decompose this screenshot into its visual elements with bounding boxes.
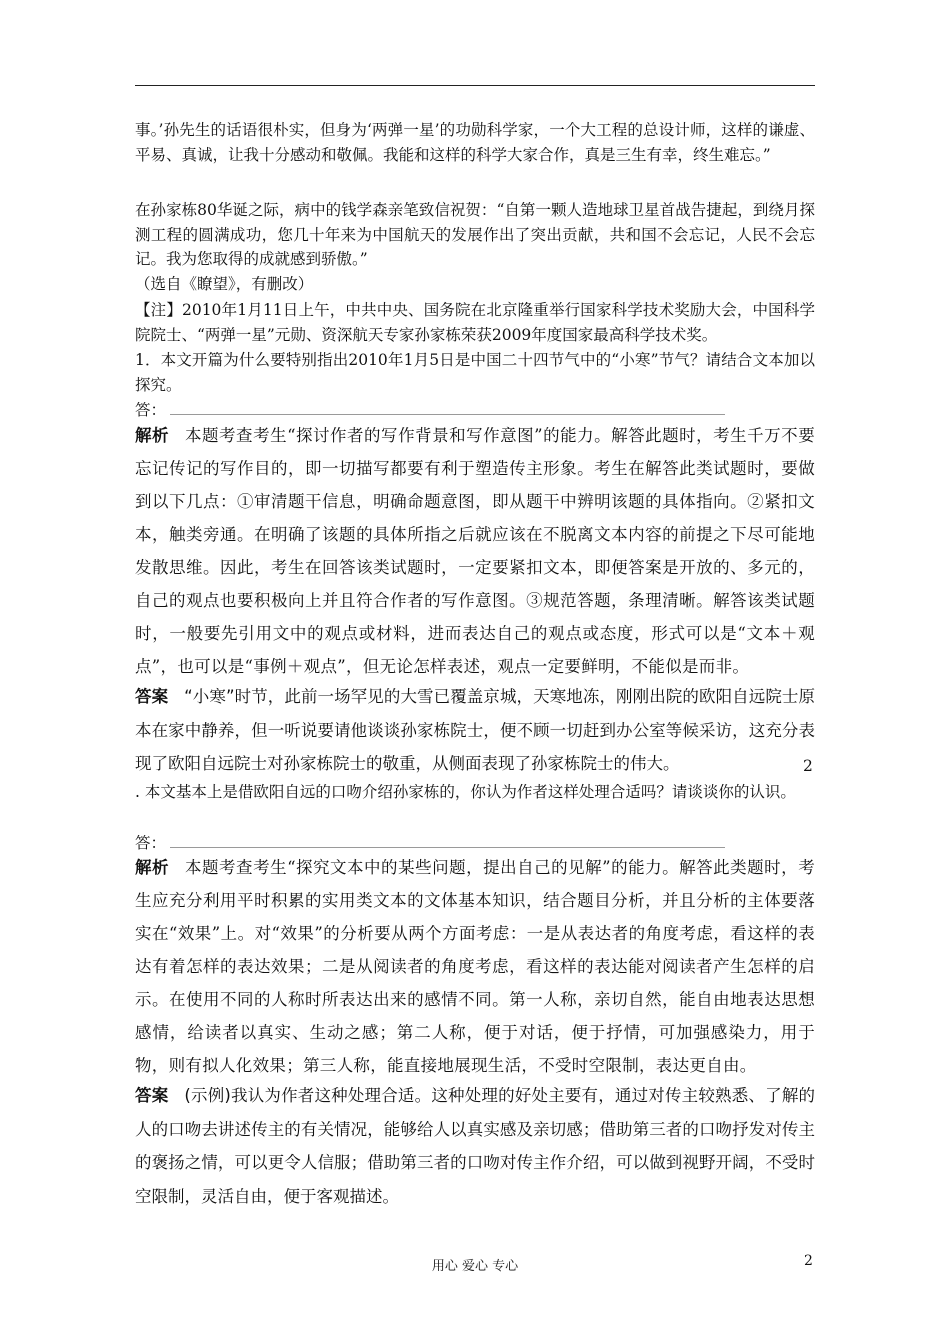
q1-analysis-text: 本题考查考生“探讨作者的写作背景和写作意图”的能力。解答此题时，考生千万不要忘记传记的写作目的，即一切描写都要有利于塑造传主形象。考生在解答此类试题时，要做到以下几点：①审清题干信息，明确命题意图，即从题干中辨明该题的具体指向。②紧扣文本，触类旁通。在明确了该题的具体所指之后就应该在不脱离文本内容的前提之下尽可能地发散思维。因此，考生在回答该类试题时，一定要紧扣文本，即便答案是开放的、多元的，自己的观点也要积极向上并且符合作者的写作意图。③规范答题，条理清晰。解答该类试题时，一般要先引用文中的观点或材料，进而表达自己的观点或态度，形式可以是“文本＋观点”，也可以是“事例＋观点”，但无论怎样表述，观点一定要鲜明，不能似是而非。 — [135, 426, 815, 676]
answer-underline — [170, 847, 725, 848]
paragraph-quote-end: 事。’孙先生的话语很朴实，但身为‘两弹一星’的功勋科学家，一个大工程的总设计师，这样的谦虚、平易、真诚，让我十分感动和敬佩。我能和这样的科学大家合作，真是三生有幸，终生难忘。” — [135, 121, 815, 164]
question-2: . 本文基本上是借欧阳自远的口吻介绍孙家栋的，你认为作者这样处理合适吗？请谈谈你的认识。 — [135, 783, 796, 801]
answer-line-2 — [135, 833, 725, 853]
footnote: 【注】2010年1月11日上午，中共中央、国务院在北京隆重举行国家科学技术奖励大会，中国科学院院士、“两弹一星”元勋、资深航天专家孙家栋荣获2009年度国家最高科学技术奖。 — [135, 301, 815, 344]
answer-line-1 — [135, 400, 725, 420]
answer-label: 答： — [135, 834, 167, 852]
inline-number: 2 — [803, 757, 813, 775]
answer-underline — [170, 414, 725, 415]
q1-analysis — [135, 419, 815, 683]
page-footer: 用心 爱心 专心 — [431, 1259, 519, 1274]
answer-tag: 答案 — [135, 687, 169, 706]
q2-analysis — [135, 851, 815, 1082]
answer-label: 答： — [135, 401, 167, 419]
q2-analysis-text: 本题考查考生“探究文本中的某些问题，提出自己的见解”的能力。解答此类题时，考生应充分利用平时积累的实用类文本的文体基本知识，结合题目分析，并且分析的主体要落实在“效果”上。对“效果”的分析要从两个方面考虑：一是从表达者的角度考虑，看这样的表达有着怎样的表达效果；二是从阅读者的角度考虑，看这样的表达能对阅读者产生怎样的启示。在使用不同的人称时所表达出来的感情不同。第一人称，亲切自然，能自由地表达思想感情，给读者以真实、生动之感；第二人称，便于对话，便于抒情，可加强感染力，用于物，则有拟人化效果；第三人称，能直接地展现生活，不受时空限制，表达更自由。 — [135, 858, 815, 1075]
paragraph-qian-xuesen: 在孙家栋80华诞之际，病中的钱学森亲笔致信祝贺：“自第一颗人造地球卫星首战告捷起，到绕月探测工程的圆满成功，您几十年来为中国航天的发展作出了突出贡献，共和国不会忘记，人民不会忘记。我为您取得的成就感到骄傲。” — [135, 201, 815, 268]
source-note: （选自《瞭望》，有删改） — [135, 275, 314, 293]
analysis-tag: 解析 — [135, 426, 170, 445]
q2-answer — [135, 1079, 815, 1213]
answer-tag: 答案 — [135, 1086, 169, 1105]
header-rule — [135, 85, 815, 86]
question-1: 1．本文开篇为什么要特别指出2010年1月5日是中国二十四节气中的“小寒”节气？请结合文本加以探究。 — [135, 351, 815, 394]
page-number: 2 — [804, 1253, 813, 1269]
analysis-tag: 解析 — [135, 858, 170, 877]
q2-answer-text: (示例)我认为作者这种处理合适。这种处理的好处主要有，通过对传主较熟悉、了解的人的口吻去讲述传主的有关情况，能够给人以真实感及亲切感；借助第三者的口吻抒发对传主的褒扬之情，可以更令人信服；借助第三者的口吻对传主作介绍，可以做到视野开阔，不受时空限制，灵活自由，便于客观描述。 — [135, 1086, 816, 1206]
q1-answer — [135, 680, 815, 781]
q1-answer-text: “小寒”时节，此前一场罕见的大雪已覆盖京城，天寒地冻，刚刚出院的欧阳自远院士原本在家中静养，但一听说要请他谈谈孙家栋院士，便不顾一切赶到办公室等候采访，这充分表现了欧阳自远院士对孙家栋院士的敬重，从侧面表现了孙家栋院士的伟大。 — [135, 687, 815, 773]
